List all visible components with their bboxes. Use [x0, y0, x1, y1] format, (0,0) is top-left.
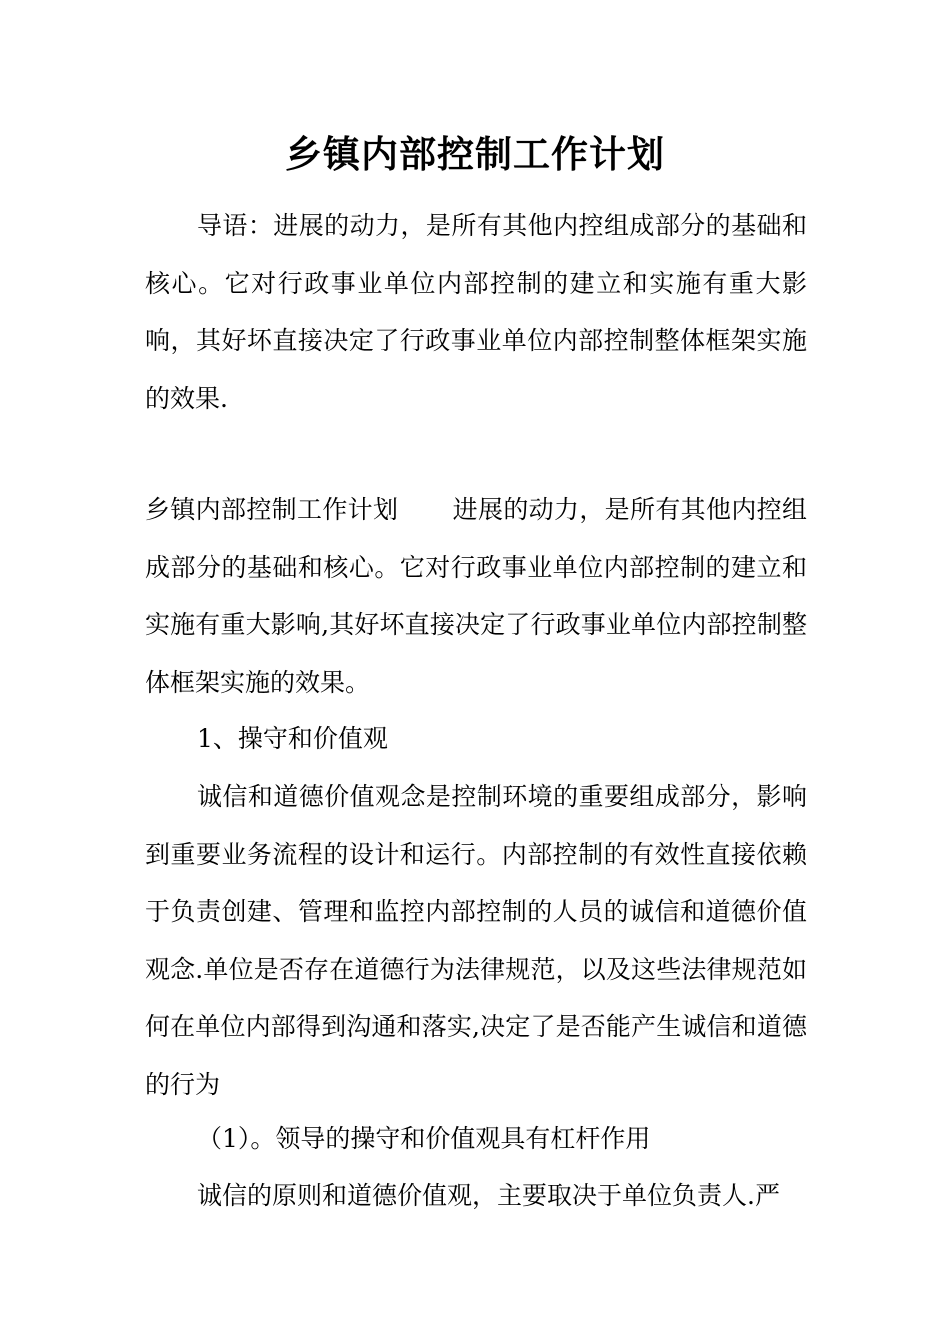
- section-1-paragraph: 诚信和道德价值观念是控制环境的重要组成部分，影响到重要业务流程的设计和运行。内部控制的有效性直接依赖于负责创建、管理和监控内部控制的人员的诚信和道德价值观念.单位是否存在道德行为法律规范，以及这些法律规范如何在单位内部得到沟通和落实,决定了是否能产生诚信和道德的行为: [145, 782, 807, 1099]
- subsection-1-heading: （1）。领导的操守和价值观具有杠杆作用: [197, 1124, 651, 1153]
- section-1-heading: 1、操守和价值观: [197, 724, 388, 753]
- subsection-1-paragraph: 诚信的原则和道德价值观，主要取决于单位负责人.严: [197, 1181, 780, 1210]
- body-paragraph-text: 进展的动力，是所有其他内控组成部分的基础和核心。它对行政事业单位内部控制的建立和实施有重大影响,其好坏直接决定了行政事业单位内部控制整体框架实施的效果。: [145, 495, 807, 697]
- document-title: 乡镇内部控制工作计划: [285, 132, 665, 176]
- intro-paragraph: 导语：进展的动力，是所有其他内控组成部分的基础和核心。它对行政事业单位内部控制的建立和实施有重大影响，其好坏直接决定了行政事业单位内部控制整体框架实施的效果.: [145, 211, 807, 413]
- body-paragraph: [145, 481, 807, 711]
- body-title: 乡镇内部控制工作计划: [145, 495, 399, 524]
